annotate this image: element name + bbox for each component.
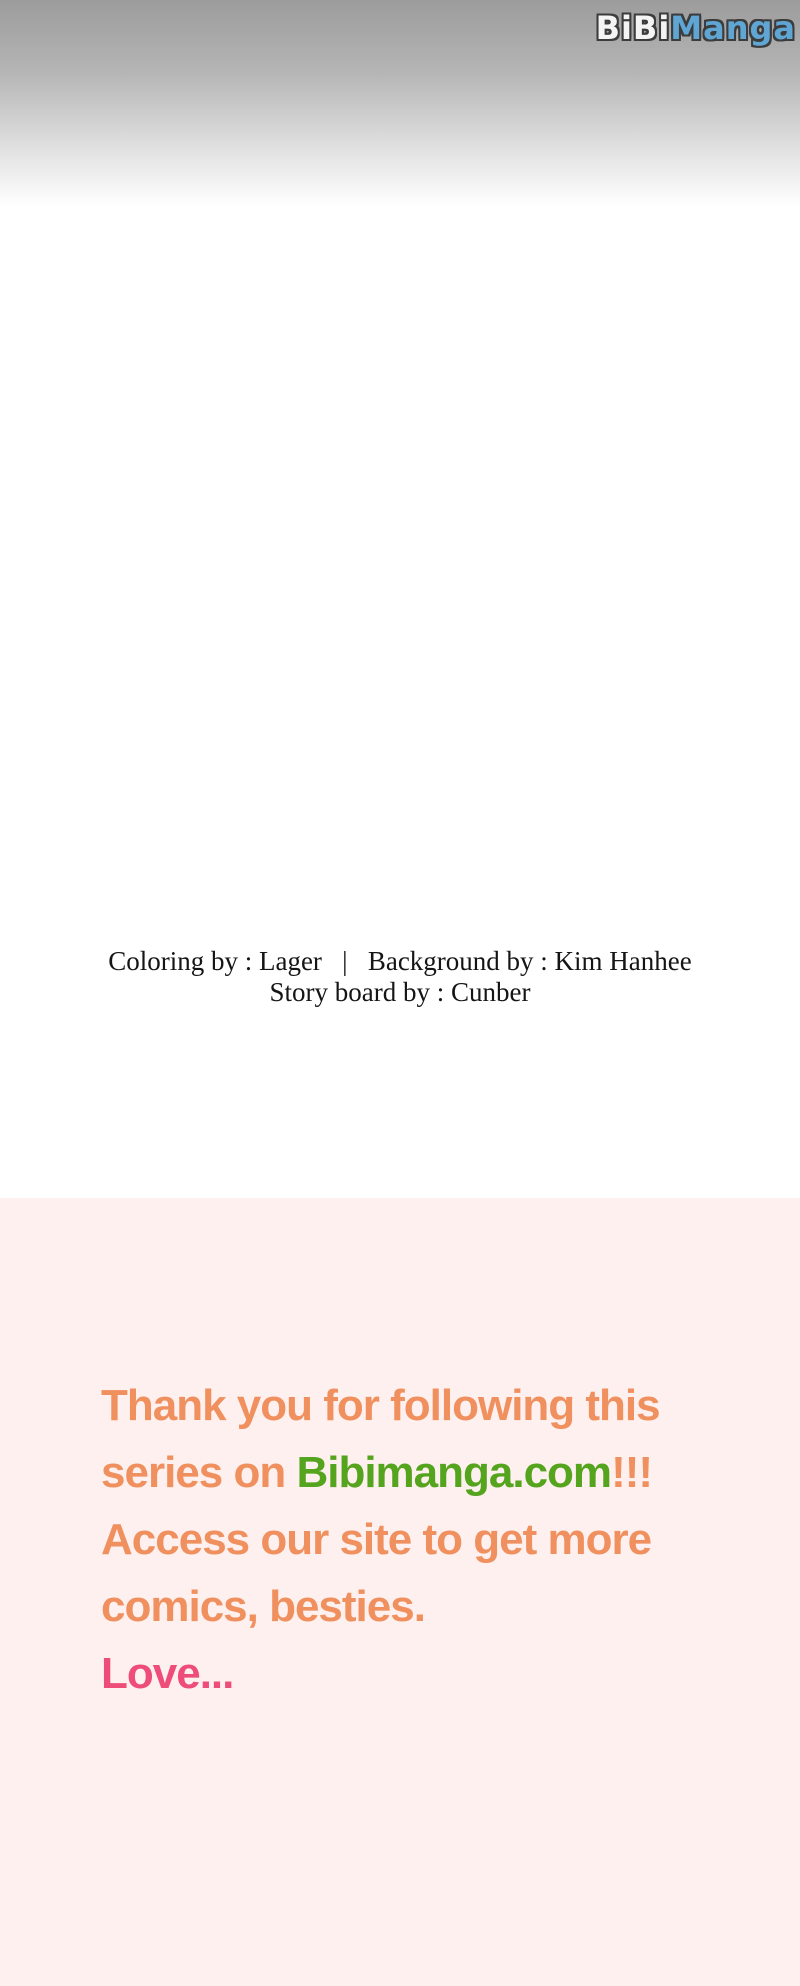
message-line-4: comics, besties.	[101, 1582, 425, 1631]
message-line-3: Access our site to get more	[101, 1515, 652, 1564]
credits-line-coloring-background: Coloring by : Lager | Background by : Kim Hanhee	[108, 946, 692, 976]
message-line-2	[101, 1439, 660, 1506]
thank-you-panel	[0, 1198, 800, 1986]
thank-you-message	[101, 1372, 660, 1707]
message-line-1: Thank you for following this	[101, 1381, 660, 1430]
logo-text-bibi: BiBi	[595, 9, 671, 47]
logo-text-manga: Manga	[670, 9, 796, 47]
site-name-text: Bibimanga.com	[296, 1448, 612, 1497]
message-line-love: Love...	[101, 1649, 234, 1698]
bibimanga-logo	[596, 9, 796, 47]
staff-credits	[0, 946, 800, 1008]
message-line-2-exclamations: !!!	[611, 1448, 653, 1497]
credits-line-storyboard: Story board by : Cunber	[269, 977, 531, 1007]
header-gradient	[0, 0, 800, 206]
message-line-2-prefix: series on	[101, 1448, 297, 1497]
